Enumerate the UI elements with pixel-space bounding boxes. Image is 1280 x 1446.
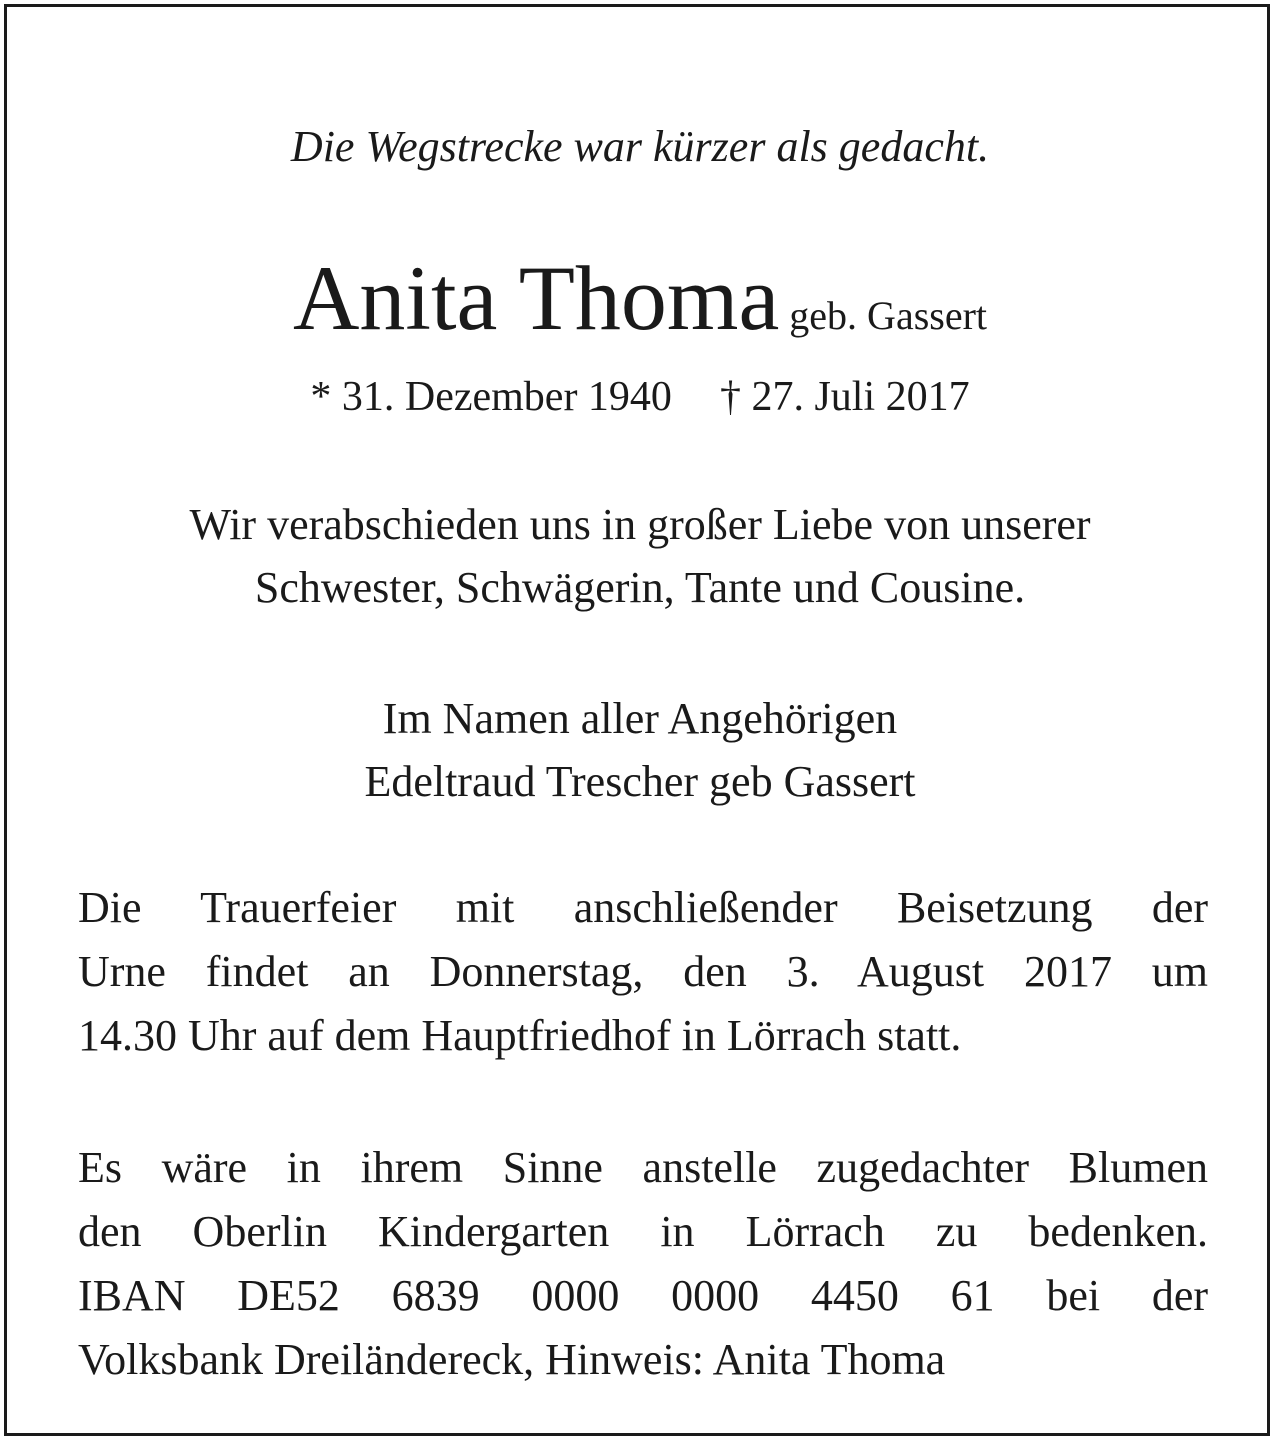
deceased-name: Anita Thoma: [292, 247, 780, 349]
farewell-line: Wir verabschieden uns in großer Liebe von unserer: [189, 500, 1091, 549]
maiden-name: geb. Gassert: [789, 293, 988, 338]
farewell-line: Schwester, Schwägerin, Tante und Cousine.: [254, 563, 1026, 612]
signature-line: Im Namen aller Angehörigen: [382, 694, 898, 743]
donation-line: Es wäre in ihrem Sinne anstelle zugedachter Blumen: [78, 1143, 1208, 1192]
donation-info: [78, 1136, 1208, 1392]
donation-line: den Oberlin Kindergarten in Lörrach zu bedenken.: [78, 1207, 1208, 1256]
death-date: † 27. Juli 2017: [719, 374, 970, 420]
donation-iban-line: IBAN DE52 6839 0000 0000 4450 61 bei der: [78, 1271, 1208, 1320]
donation-line: Volksbank Dreiländereck, Hinweis: Anita Thoma: [78, 1335, 946, 1384]
signatory-name: Edeltraud Trescher geb Gassert: [364, 757, 916, 806]
ceremony-line: Die Trauerfeier mit anschließender Beisetzung der: [78, 883, 1208, 932]
name-line: [0, 248, 1280, 375]
ceremony-info: [78, 876, 1208, 1068]
ceremony-line: 14.30 Uhr auf dem Hauptfriedhof in Lörrach statt.: [78, 1011, 962, 1060]
birth-date: * 31. Dezember 1940: [310, 374, 672, 420]
ceremony-line: Urne findet an Donnerstag, den 3. August 2017 um: [78, 947, 1208, 996]
farewell-text: [0, 493, 1280, 619]
life-dates: [0, 372, 1280, 422]
motto: Die Wegstrecke war kürzer als gedacht.: [290, 122, 990, 171]
signature-block: [0, 687, 1280, 813]
